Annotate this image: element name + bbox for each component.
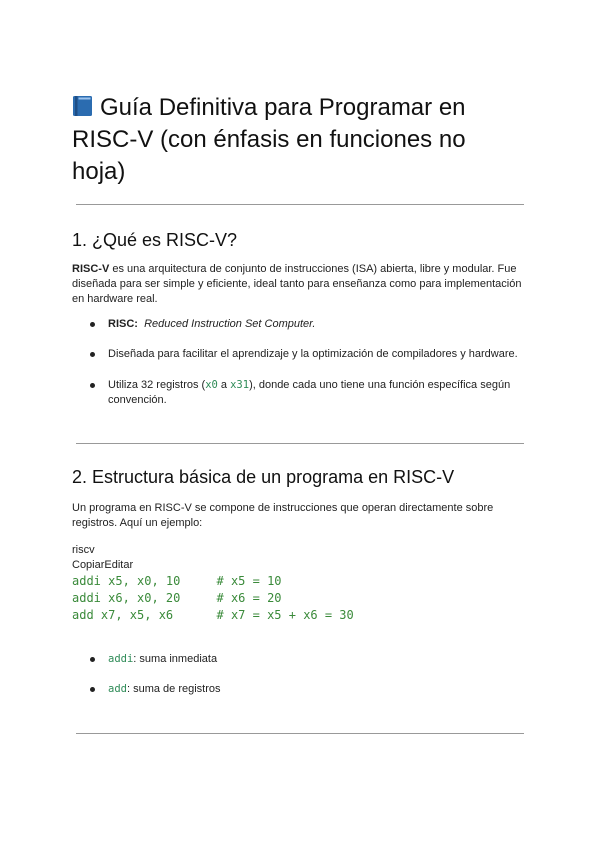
code-line: addi x6, x0, 20 # x6 = 20 (72, 591, 282, 605)
code-language-label: riscv (72, 544, 95, 556)
inline-code: x0 (205, 379, 218, 391)
section-2-bullets (72, 652, 524, 667)
section-1-bullets-2 (72, 347, 524, 362)
code-block (72, 573, 354, 624)
list-item (72, 317, 524, 332)
risc-label: RISC: (108, 318, 138, 330)
text: : suma de registros (126, 683, 221, 695)
inline-code: addi (108, 653, 134, 665)
code-line: addi x5, x0, 10 # x5 = 10 (72, 574, 282, 588)
copy-edit-button[interactable]: CopiarEditar (72, 559, 134, 571)
page-title (72, 92, 524, 188)
text: : suma inmediata (133, 653, 218, 665)
section-1-intro-text: es una arquitectura de conjunto de instrucciones (ISA) abierta, libre y modular. Fue diseñada para ser simple y eficiente, ideal tanto para enseñanza como para implementación en hardware real. (72, 263, 522, 305)
code-line: add x7, x5, x6 # x7 = x5 + x6 = 30 (72, 608, 354, 622)
list-item (72, 682, 524, 697)
section-2-intro: Un programa en RISC-V se compone de instrucciones que operan directamente sobre registros. Aquí un ejemplo: (72, 502, 494, 529)
list-item (72, 378, 524, 408)
section-2-heading: 2. Estructura básica de un programa en RISC-V (72, 467, 455, 487)
divider (76, 443, 524, 444)
section-2-bullets-2 (72, 682, 524, 697)
list-item (72, 652, 524, 667)
blue-book-icon (72, 94, 94, 118)
section-1-bullets (72, 317, 524, 332)
text: Utiliza 32 registros ( (108, 379, 206, 391)
divider (76, 204, 524, 205)
section-1-intro (72, 262, 524, 307)
page-title-text: Guía Definitiva para Programar en RISC-V (con énfasis en funciones no hoja) (72, 94, 466, 185)
section-1-heading: 1. ¿Qué es RISC-V? (72, 230, 238, 250)
text: ), donde cada uno tiene una función específica según convención. (108, 379, 511, 406)
text: a (217, 379, 231, 391)
risc-expansion: Reduced Instruction Set Computer. (144, 318, 316, 330)
inline-code: add (108, 683, 127, 695)
inline-code: x31 (230, 379, 250, 391)
risc-v-bold: RISC-V (72, 263, 110, 275)
list-item: Diseñada para facilitar el aprendizaje y la optimización de compiladores y hardware. (72, 347, 524, 362)
divider (76, 733, 524, 734)
section-1-bullets-3 (72, 378, 524, 408)
